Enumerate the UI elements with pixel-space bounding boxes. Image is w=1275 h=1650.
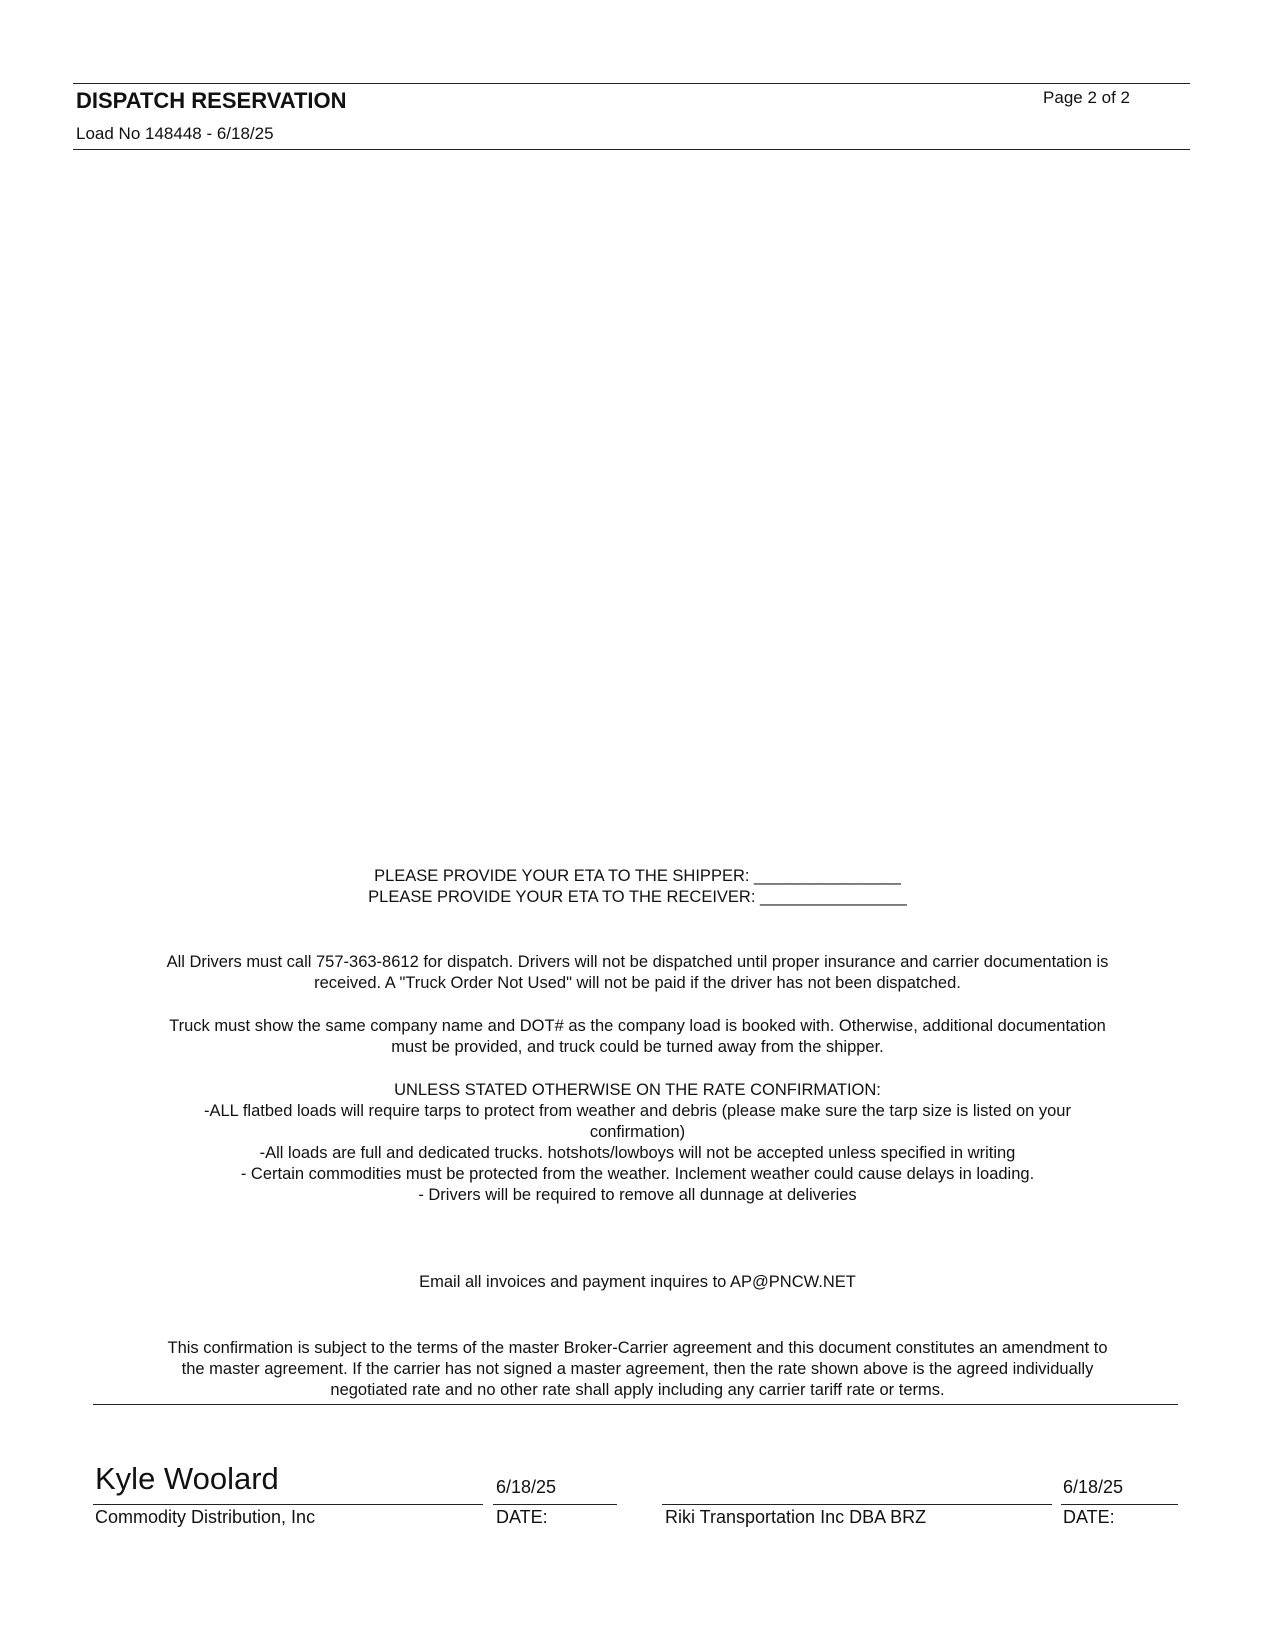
page-number: Page 2 of 2 (1043, 88, 1130, 107)
broker-signature: Kyle Woolard (95, 1461, 279, 1496)
rule-weather: - Certain commodities must be protected from the weather. Inclement weather could cause delays in loading. (240, 1165, 1035, 1183)
email-notice (90, 1272, 1185, 1293)
terms-notice (90, 1338, 1185, 1401)
rules-heading: UNLESS STATED OTHERWISE ON THE RATE CONFIRMATION: (394, 1081, 881, 1099)
rule-dedicated: -All loads are full and dedicated trucks. hotshots/lowboys will not be accepted unless specified in writing (259, 1144, 1016, 1162)
broker-company-name: Commodity Distribution, Inc (95, 1507, 316, 1527)
broker-signature-line (93, 1504, 483, 1505)
carrier-company-name: Riki Transportation Inc DBA BRZ (665, 1507, 927, 1527)
broker-date-label: DATE: (496, 1507, 548, 1527)
rule-flatbed-line-2: confirmation) (589, 1123, 686, 1141)
eta-shipper-line: PLEASE PROVIDE YOUR ETA TO THE SHIPPER: ________________ (374, 867, 901, 885)
eta-section (90, 866, 1185, 908)
terms-line-3: negotiated rate and no other rate shall apply including any carrier tariff rate or terms. (330, 1381, 945, 1399)
terms-line-2: the master agreement. If the carrier has not signed a master agreement, then the rate shown above is the agreed individually (181, 1360, 1094, 1378)
header-top-rule (73, 83, 1190, 84)
broker-date-value: 6/18/25 (496, 1477, 557, 1497)
terms-line-1: This confirmation is subject to the terms of the master Broker-Carrier agreement and this document constitutes an amendment to (167, 1339, 1108, 1357)
dispatch-line-1: All Drivers must call 757-363-8612 for dispatch. Drivers will not be dispatched until proper insurance and carrier documentation is (166, 953, 1109, 971)
truck-line-1: Truck must show the same company name and DOT# as the company load is booked with. Otherwise, additional documentation (169, 1017, 1106, 1035)
eta-receiver-line: PLEASE PROVIDE YOUR ETA TO THE RECEIVER: ________________ (368, 888, 907, 906)
document-title: DISPATCH RESERVATION (76, 88, 347, 113)
carrier-date-value: 6/18/25 (1063, 1477, 1124, 1497)
load-number: Load No 148448 - 6/18/25 (76, 124, 274, 143)
header-bottom-rule (73, 149, 1190, 150)
truck-notice (90, 1016, 1185, 1058)
email-line: Email all invoices and payment inquires to AP@PNCW.NET (419, 1273, 856, 1291)
terms-bottom-rule (93, 1404, 1178, 1405)
carrier-date-line (1061, 1504, 1178, 1505)
carrier-date-label: DATE: (1063, 1507, 1115, 1527)
dispatch-line-2: received. A "Truck Order Not Used" will not be paid if the driver has not been dispatched. (314, 974, 961, 992)
broker-date-line (493, 1504, 617, 1505)
rule-flatbed-line-1: -ALL flatbed loads will require tarps to protect from weather and debris (please make sure the tarp size is listed on your (204, 1102, 1071, 1120)
dispatch-notice (90, 952, 1185, 994)
carrier-signature-line (662, 1504, 1052, 1505)
rule-dunnage: - Drivers will be required to remove all dunnage at deliveries (418, 1186, 857, 1204)
truck-line-2: must be provided, and truck could be turned away from the shipper. (391, 1038, 884, 1056)
rate-confirmation-rules (90, 1080, 1185, 1206)
